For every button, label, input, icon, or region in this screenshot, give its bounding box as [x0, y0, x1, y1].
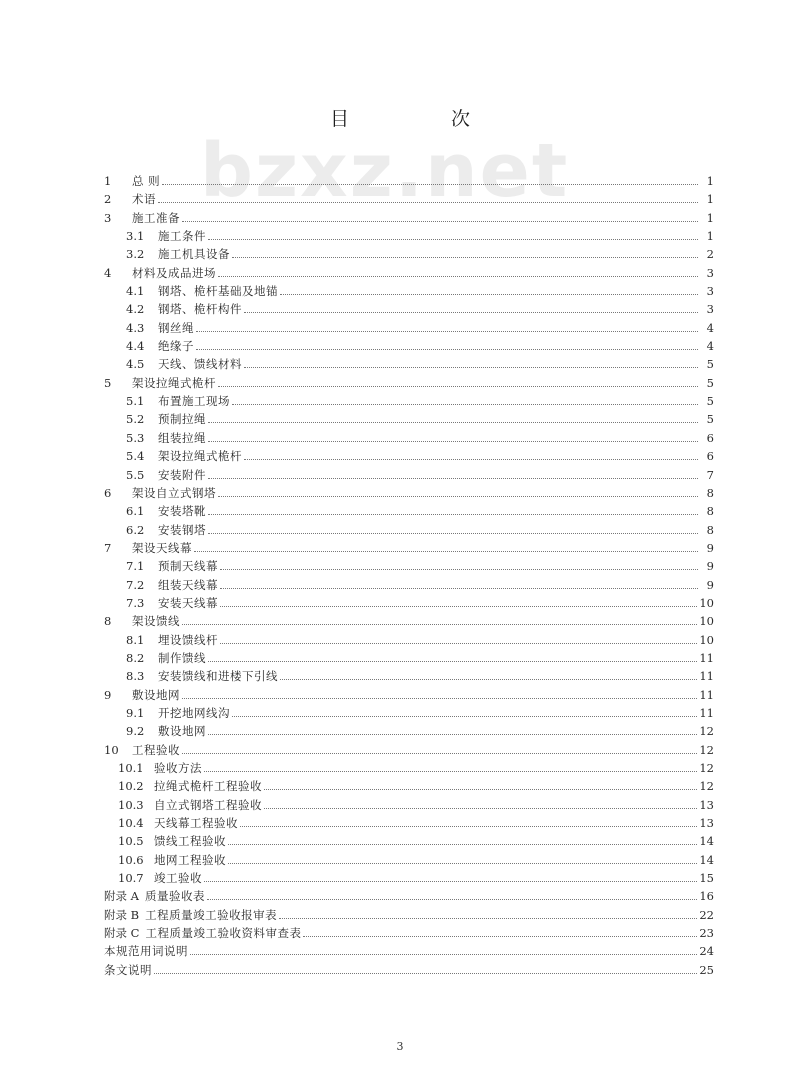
- toc-entry-label: 钢丝绳: [158, 320, 194, 335]
- toc-leader-dots: [232, 716, 697, 717]
- table-of-contents: [104, 172, 714, 979]
- toc-entry[interactable]: [104, 649, 714, 667]
- toc-entry-label: 天线幕工程验收: [154, 816, 238, 831]
- toc-entry-label: 预制天线幕: [158, 559, 218, 574]
- toc-entry-number: 8.3: [126, 669, 145, 684]
- toc-entry-label: 自立式钢塔工程验收: [154, 797, 262, 812]
- toc-entry[interactable]: [104, 447, 714, 465]
- toc-entry-page: 3: [706, 302, 714, 317]
- toc-entry[interactable]: [104, 594, 714, 612]
- toc-entry[interactable]: [104, 245, 714, 263]
- toc-entry-page: 23: [699, 926, 714, 941]
- toc-leader-dots: [280, 679, 697, 680]
- toc-entry[interactable]: [104, 539, 714, 557]
- toc-entry-label: 验收方法: [154, 761, 202, 775]
- toc-entry-number: 9.1: [126, 705, 145, 720]
- toc-entry-number: 5.5: [126, 467, 145, 482]
- toc-entry-page: 4: [706, 339, 714, 354]
- toc-entry-label: 施工条件: [158, 229, 206, 244]
- toc-entry-number: 4.3: [126, 320, 145, 335]
- toc-leader-dots: [204, 881, 697, 882]
- toc-entry-page: 13: [699, 816, 714, 831]
- toc-entry[interactable]: [104, 190, 714, 208]
- watermark: bzxz.net: [200, 128, 570, 214]
- toc-entry[interactable]: [104, 282, 714, 300]
- toc-entry-page: 12: [699, 761, 714, 775]
- toc-entry[interactable]: [104, 612, 714, 630]
- toc-leader-dots: [264, 808, 697, 809]
- toc-entry[interactable]: [104, 319, 714, 337]
- toc-entry-label: 本规范用词说明: [104, 944, 188, 959]
- toc-entry-page: 12: [699, 724, 714, 739]
- toc-leader-dots: [190, 954, 697, 955]
- toc-leader-dots: [228, 863, 697, 864]
- toc-entry-label: 安装塔靴: [158, 504, 206, 519]
- toc-entry-label: 施工准备: [132, 210, 180, 225]
- toc-entry-page: 5: [706, 394, 714, 409]
- toc-entry-label: 绝缘子: [158, 339, 194, 354]
- toc-leader-dots: [196, 331, 698, 332]
- toc-entry-page: 25: [699, 962, 714, 977]
- toc-entry-label: 质量验收表: [144, 889, 205, 904]
- toc-entry-page: 8: [706, 522, 714, 537]
- toc-entry-page: 12: [699, 742, 714, 757]
- toc-entry-number: 5.4: [126, 449, 145, 464]
- toc-entry[interactable]: [104, 686, 714, 704]
- toc-entry-number: 10.3: [118, 797, 144, 812]
- toc-entry[interactable]: [104, 172, 714, 190]
- toc-leader-dots: [220, 569, 698, 570]
- toc-entry-number: 1: [104, 174, 112, 188]
- toc-leader-dots: [244, 459, 698, 460]
- toc-entry-number: 10.2: [118, 779, 144, 794]
- toc-entry-label: 架设馈线: [132, 614, 180, 629]
- toc-entry-number: 9.2: [126, 724, 145, 739]
- toc-leader-dots: [208, 478, 698, 479]
- toc-entry-label: 组装拉绳: [158, 430, 206, 445]
- toc-entry-label: 馈线工程验收: [154, 834, 226, 849]
- toc-entry[interactable]: [104, 924, 714, 942]
- toc-entry-label: 工程质量竣工验收报审表: [145, 907, 278, 922]
- toc-entry[interactable]: [104, 337, 714, 355]
- toc-entry[interactable]: [104, 667, 714, 685]
- toc-entry[interactable]: [104, 814, 714, 832]
- toc-entry-page: 8: [706, 504, 714, 519]
- toc-entry[interactable]: [104, 759, 714, 777]
- toc-leader-dots: [207, 899, 697, 900]
- toc-entry-number: 附录 C: [104, 926, 140, 941]
- toc-entry-page: 5: [706, 357, 714, 372]
- toc-entry-label: 地网工程验收: [154, 852, 226, 867]
- page-number: 3: [396, 1040, 404, 1053]
- toc-entry-page: 15: [699, 871, 714, 886]
- toc-entry-label: 制作馈线: [158, 650, 206, 665]
- toc-entry-label: 敷设地网: [132, 687, 180, 702]
- toc-entry-label: 条文说明: [104, 962, 152, 977]
- toc-entry-number: 5.1: [126, 394, 145, 409]
- toc-leader-dots: [220, 588, 698, 589]
- toc-entry[interactable]: [104, 300, 714, 318]
- toc-entry-number: 10.5: [118, 834, 144, 849]
- toc-entry-label: 钢塔、桅杆基础及地锚: [158, 284, 278, 299]
- toc-leader-dots: [280, 294, 698, 295]
- toc-entry-page: 12: [699, 779, 714, 794]
- toc-entry-page: 8: [706, 485, 714, 500]
- toc-entry-label: 架设自立式钢塔: [132, 485, 216, 500]
- toc-leader-dots: [208, 734, 697, 735]
- toc-entry-page: 3: [706, 284, 714, 299]
- toc-entry-number: 5.3: [126, 430, 145, 445]
- toc-leader-dots: [240, 826, 697, 827]
- toc-entry-label: 术语: [132, 192, 156, 207]
- toc-leader-dots: [220, 643, 697, 644]
- toc-entry-number: 10.1: [118, 761, 144, 775]
- toc-leader-dots: [182, 624, 697, 625]
- toc-entry-page: 5: [706, 375, 714, 390]
- toc-entry-page: 9: [706, 577, 714, 592]
- toc-leader-dots: [232, 257, 698, 258]
- toc-entry-page: 22: [699, 907, 714, 922]
- toc-entry-label: 安装钢塔: [158, 522, 206, 537]
- toc-entry-number: 4.1: [126, 284, 145, 299]
- toc-leader-dots: [244, 367, 698, 368]
- toc-entry[interactable]: [104, 484, 714, 502]
- toc-entry[interactable]: [104, 851, 714, 869]
- toc-leader-dots: [218, 276, 698, 277]
- toc-entry-page: 2: [706, 247, 714, 262]
- toc-entry-number: 10.6: [118, 852, 144, 867]
- toc-entry-number: 6.2: [126, 522, 145, 537]
- toc-leader-dots: [182, 698, 697, 699]
- toc-entry-label: 材料及成品进场: [132, 265, 216, 280]
- toc-entry[interactable]: [104, 521, 714, 539]
- toc-entry-page: 24: [699, 944, 714, 959]
- toc-entry-number: 5: [104, 375, 112, 390]
- toc-entry-label: 安装附件: [158, 467, 206, 482]
- toc-entry-number: 7: [104, 540, 112, 555]
- toc-entry-page: 11: [699, 705, 714, 720]
- toc-entry[interactable]: [104, 869, 714, 887]
- toc-leader-dots: [279, 918, 697, 919]
- toc-entry-number: 8: [104, 614, 112, 629]
- toc-entry-page: 1: [706, 174, 714, 188]
- toc-leader-dots: [154, 973, 697, 974]
- toc-entry-number: 4.5: [126, 357, 145, 372]
- toc-entry-number: 5.2: [126, 412, 145, 427]
- toc-entry[interactable]: [104, 777, 714, 795]
- toc-entry-page: 6: [706, 430, 714, 445]
- toc-entry-number: 附录 B: [104, 907, 140, 922]
- toc-entry[interactable]: [104, 557, 714, 575]
- toc-entry-label: 安装天线幕: [158, 595, 218, 610]
- toc-entry-label: 拉绳式桅杆工程验收: [154, 779, 262, 794]
- toc-entry[interactable]: [104, 576, 714, 594]
- toc-leader-dots: [244, 312, 698, 313]
- toc-leader-dots: [208, 239, 698, 240]
- page-title: 目 次: [329, 108, 519, 130]
- toc-entry-label: 架设拉绳式桅杆: [158, 449, 242, 464]
- toc-leader-dots: [208, 422, 698, 423]
- toc-entry[interactable]: [104, 832, 714, 850]
- toc-entry-page: 9: [706, 540, 714, 555]
- toc-entry-number: 6.1: [126, 504, 145, 519]
- toc-entry-page: 11: [699, 687, 714, 702]
- toc-entry-page: 10: [699, 614, 714, 629]
- toc-entry-page: 11: [699, 669, 714, 684]
- toc-leader-dots: [218, 386, 698, 387]
- toc-entry[interactable]: [104, 374, 714, 392]
- toc-entry-number: 4: [104, 265, 112, 280]
- toc-entry-number: 6: [104, 485, 112, 500]
- toc-entry-page: 6: [706, 449, 714, 464]
- toc-entry-label: 组装天线幕: [158, 577, 218, 592]
- toc-entry-page: 1: [706, 210, 714, 225]
- toc-entry[interactable]: [104, 209, 714, 227]
- toc-entry-label: 施工机具设备: [158, 247, 230, 262]
- toc-entry[interactable]: [104, 466, 714, 484]
- toc-leader-dots: [303, 936, 697, 937]
- toc-entry-label: 天线、馈线材料: [158, 357, 242, 372]
- toc-leader-dots: [182, 221, 698, 222]
- toc-entry-label: 架设拉绳式桅杆: [132, 375, 216, 390]
- toc-entry-label: 预制拉绳: [158, 412, 206, 427]
- toc-leader-dots: [208, 661, 697, 662]
- toc-leader-dots: [208, 441, 698, 442]
- toc-entry-number: 3.2: [126, 247, 145, 262]
- toc-leader-dots: [196, 349, 698, 350]
- toc-entry[interactable]: [104, 410, 714, 428]
- toc-entry-number: 8.1: [126, 632, 145, 647]
- toc-entry[interactable]: [104, 704, 714, 722]
- toc-entry-number: 10: [104, 742, 119, 757]
- toc-leader-dots: [232, 404, 698, 405]
- toc-entry-page: 1: [706, 192, 714, 207]
- toc-entry[interactable]: [104, 942, 714, 960]
- toc-entry-number: 3.1: [126, 229, 145, 244]
- toc-leader-dots: [204, 771, 697, 772]
- toc-entry-page: 14: [699, 852, 714, 867]
- toc-entry[interactable]: [104, 906, 714, 924]
- toc-entry-page: 3: [706, 265, 714, 280]
- toc-entry-page: 14: [699, 834, 714, 849]
- toc-leader-dots: [208, 533, 698, 534]
- toc-leader-dots: [218, 496, 698, 497]
- toc-entry[interactable]: [104, 796, 714, 814]
- toc-leader-dots: [220, 606, 697, 607]
- toc-entry-label: 竣工验收: [154, 871, 202, 886]
- toc-entry-number: 10.7: [118, 871, 144, 886]
- toc-entry-page: 9: [706, 559, 714, 574]
- toc-leader-dots: [208, 514, 698, 515]
- toc-entry-label: 总 则: [132, 174, 161, 188]
- toc-entry-page: 10: [699, 632, 714, 647]
- toc-entry-page: 10: [699, 595, 714, 610]
- toc-leader-dots: [194, 551, 698, 552]
- toc-entry[interactable]: [104, 887, 714, 905]
- toc-entry[interactable]: [104, 392, 714, 410]
- toc-entry-page: 7: [706, 467, 714, 482]
- toc-leader-dots: [264, 789, 697, 790]
- toc-entry-number: 2: [104, 192, 112, 207]
- toc-entry[interactable]: [104, 227, 714, 245]
- toc-entry-page: 11: [699, 650, 714, 665]
- toc-entry-label: 敷设地网: [158, 724, 206, 739]
- toc-entry-label: 架设天线幕: [132, 540, 192, 555]
- toc-entry-page: 16: [699, 889, 714, 904]
- toc-entry-number: 3: [104, 210, 112, 225]
- toc-entry[interactable]: [104, 961, 714, 979]
- toc-entry-number: 7.1: [126, 559, 145, 574]
- toc-entry[interactable]: [104, 741, 714, 759]
- toc-leader-dots: [182, 753, 697, 754]
- toc-entry-label: 安装馈线和进楼下引线: [158, 669, 278, 684]
- toc-entry-number: 附录 A: [104, 889, 139, 904]
- toc-entry-label: 钢塔、桅杆构件: [158, 302, 242, 317]
- toc-entry[interactable]: [104, 722, 714, 740]
- toc-entry[interactable]: [104, 631, 714, 649]
- toc-entry-label: 工程质量竣工验收资料审查表: [145, 926, 302, 941]
- toc-entry-page: 13: [699, 797, 714, 812]
- toc-leader-dots: [162, 184, 698, 185]
- toc-entry-label: 开挖地网线沟: [158, 705, 230, 720]
- toc-entry[interactable]: [104, 355, 714, 373]
- toc-entry-number: 9: [104, 687, 112, 702]
- toc-entry-page: 5: [706, 412, 714, 427]
- toc-leader-dots: [158, 202, 698, 203]
- toc-entry-label: 布置施工现场: [158, 394, 230, 409]
- toc-entry[interactable]: [104, 502, 714, 520]
- toc-entry[interactable]: [104, 429, 714, 447]
- toc-entry-label: 工程验收: [132, 742, 180, 757]
- toc-entry-number: 4.4: [126, 339, 145, 354]
- toc-entry[interactable]: [104, 264, 714, 282]
- toc-leader-dots: [228, 844, 697, 845]
- toc-entry-label: 埋设馈线杆: [158, 632, 218, 647]
- toc-entry-number: 8.2: [126, 650, 145, 665]
- toc-entry-number: 7.2: [126, 577, 145, 592]
- toc-entry-page: 4: [706, 320, 714, 335]
- toc-entry-page: 1: [706, 229, 714, 244]
- toc-entry-number: 10.4: [118, 816, 144, 831]
- toc-entry-number: 4.2: [126, 302, 145, 317]
- toc-entry-number: 7.3: [126, 595, 145, 610]
